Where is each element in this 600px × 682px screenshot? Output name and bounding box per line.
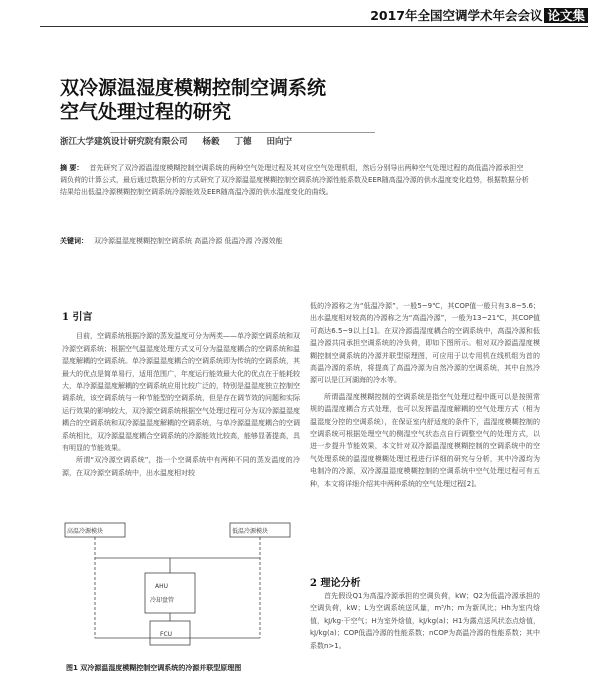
system-diagram — [60, 518, 300, 660]
figure-caption: 图1 双冷源温湿度模糊控制空调系统的冷源并联型原理图 — [66, 664, 242, 672]
label-high: 高温冷源模块 — [67, 528, 104, 535]
header-tag: 论文集 — [544, 8, 588, 23]
paper-title — [60, 76, 326, 124]
right-paragraph: 所谓温湿度模糊控制的空调系统是指空气处理过程中既可以是按照常规的温湿度耦合方式处理，也可以发挥温湿度解耦的空气处理方式（相为温湿度分控的空调系统），在保证室内舒适度的条件下，温湿度模糊控制的空调系统可根据处理空气的侧湿空气状态点自行调整空气的处理方式，以进一步提升节能效果，本文针对双冷源温湿度模糊控制的空调系统中的空气处理系统的温湿度模糊处理过程进行详细的研究与分析，其中冷源均为电制冷的冷源，双冷源温湿度模糊控制的空调系统中空气处理过程可有五种，本文将详细介绍其中两种系统的空气处理过程[2]。 — [310, 392, 540, 488]
left-paragraph: 所谓“双冷源空调系统”，指一个空调系统中有两种不同的蒸发温度的冷源，在双冷源空调系统中，出水温度相对较 — [62, 456, 300, 477]
abstract-text: 首先研究了双冷源温湿度模糊控制空调系统的两种空气处理过程及其对应空气处理机组，然后分别导出两种空气处理过程的高低温冷源承担空调负荷的计算公式，最后通过数据分析的方式研究了双冷源温湿度模糊控制空调系统冷源性能系数及EER随高温冷源的供水温度变化趋势，根据数据分析结果给出低温冷源模糊控制空调系统冷源能效及EER随高温冷源的供水温度变化的曲线。 — [60, 164, 529, 196]
section-2-title: 2 理论分析 — [310, 578, 361, 589]
header-text — [370, 6, 588, 24]
ahu-box — [145, 573, 195, 613]
right-paragraph: 低的冷源称之为“低温冷源”，一般5~9℃，其COP值一般只有3.8~5.6；出水温度相对较高的冷源称之为“高温冷源”，一般为13~21℃，其COP值可高达6.5~9以上[1]。在双冷源温湿度耦合的空调系统中，高温冷源和低温冷源共同承担空调系统的冷负荷，即如下图所示。相对双冷源温湿度模糊控制空调系统的冷源并联型原理图，可应用于以专用机在线机组为首的高温冷源的系统，将提高了高温冷源为自然冷源的空调系统，其中自然冷源可以是江河湖海的冷水等。 — [310, 302, 540, 385]
author-3: 田向宁 — [266, 137, 292, 147]
left-paragraph: 目前，空调系统根据冷源的蒸发温度可分为两类——单冷源空调系统和双冷源空调系统；根据空气温湿度处理方式又可分为温湿度耦合的空调系统和温湿度解耦的空调系统。单冷源温湿度耦合的空调系统即为传统的空调系统，其最大的优点是简单易行，适用范围广，年度运行能效最大化的优点在于能耗较大，单冷源温湿度解耦的空调系统应用比较广泛的，特别是温湿度独立控制空调系统，该空调系统与一种节能型的空调系统，但是存在调节效的问题和实际运行效果的影响较大，双冷源空调系统根据空气处理过程可分为双冷源温湿度耦合的空调系统和双冷源温湿度解耦的空调系统，与单冷源温湿度耦合的空调系统相比，双冷源温湿度耦合空调系统的冷源能效比较高，能够显著提高，具有明显的节能效果。 — [62, 332, 300, 453]
author-1: 杨毅 — [202, 137, 220, 147]
right-column — [310, 300, 540, 490]
abstract — [60, 162, 530, 198]
right-paragraph: 首先假设Q1为高温冷源承担的空调负荷，kW；Q2为低温冷源承担的空调负荷，kW；L为空调系统送风量，m³/h；m为新风比；Hh为室内焓值，kJ/kg·干空气；H为室外焓值，kJ/kg(a)；H1为露点送风状态点焓值，kJ/kg(a)；COP低温冷源的性能系数；nCOP为高温冷源的性能系数；其中系数n>1。 — [310, 592, 540, 650]
authors — [60, 135, 304, 147]
left-column — [62, 310, 300, 479]
label-ahu: AHU — [155, 583, 169, 590]
section-1-title: 1 引言 — [62, 312, 93, 323]
title-divider — [110, 132, 375, 133]
affiliation: 浙江大学建筑设计研究院有限公司 — [60, 137, 188, 147]
author-2: 丁德 — [234, 137, 252, 147]
title-line-1: 双冷源温湿度模糊控制空调系统 — [60, 77, 327, 99]
abstract-label: 摘 要： — [60, 164, 84, 172]
keywords — [60, 236, 530, 246]
header-rule — [40, 26, 588, 27]
keywords-text: 双冷源温湿度模糊控制空调系统 高温冷源 低温冷源 冷源效能 — [94, 237, 283, 245]
title-line-2: 空气处理过程的研究 — [60, 101, 232, 123]
label-low: 低温冷源模块 — [232, 528, 269, 535]
header-conference: 2017年全国空调学术年会会议 — [370, 8, 543, 23]
label-hx: 冷却盘管 — [150, 597, 175, 604]
label-fcu: FCU — [160, 631, 173, 638]
page-header — [0, 0, 600, 30]
keywords-label: 关键词： — [60, 237, 88, 245]
right-column-2 — [310, 590, 540, 652]
